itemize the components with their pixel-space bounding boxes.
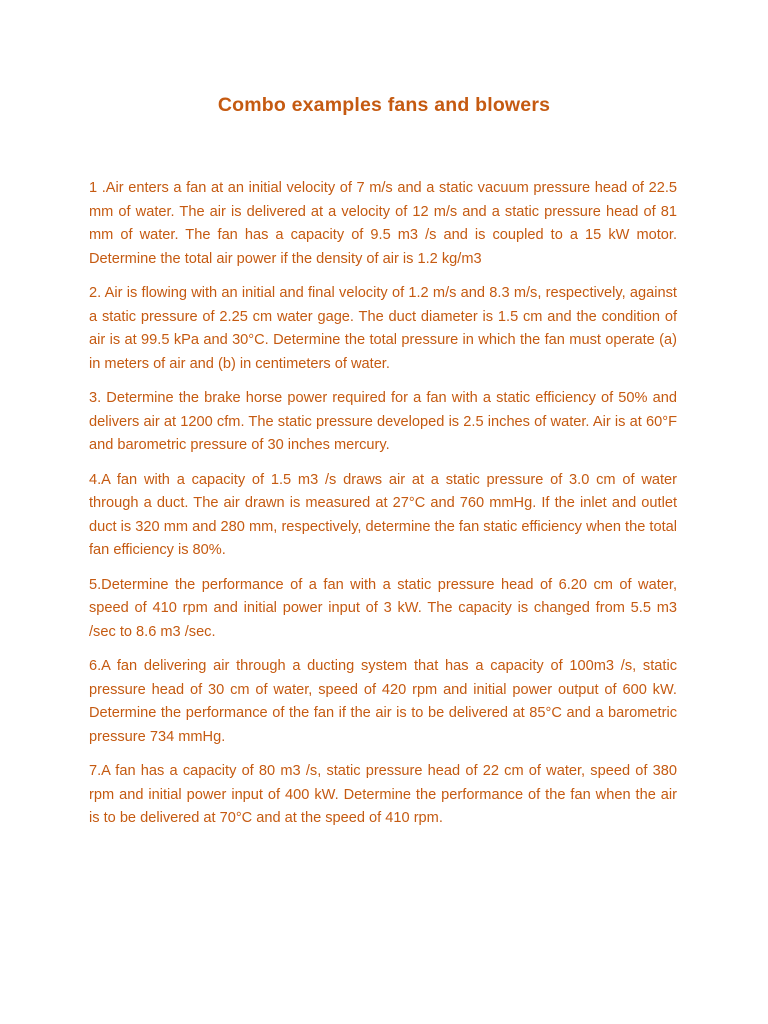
problem-1: 1 .Air enters a fan at an initial velocity of 7 m/s and a static vacuum pressure head of 22.5 mm of water. The air is delivered at a velocity of 12 m/s and a static pressure head of 81 mm of water. The fan has a capacity of 9.5 m3 /s and is coupled to a 15 kW motor. Determine the total air power if the density of air is 1.2 kg/m3 — [89, 180, 677, 267]
problem-6: 6.A fan delivering air through a ducting system that has a capacity of 100m3 /s, static pressure head of 30 cm of water, speed of 420 rpm and initial power output of 600 kW. Determine the performance of the fan if the air is to be delivered at 85°C and a barometric pressure 734 mmHg. — [89, 658, 677, 745]
problem-5: 5.Determine the performance of a fan with a static pressure head of 6.20 cm of water, speed of 410 rpm and initial power input of 3 kW. The capacity is changed from 5.5 m3 /sec to 8.6 m3 /sec. — [89, 576, 677, 640]
problem-list — [89, 177, 677, 842]
problem-3: 3. Determine the brake horse power required for a fan with a static efficiency of 50% and delivers air at 1200 cfm. The static pressure developed is 2.5 inches of water. Air is at 60°F and barometric pressure of 30 inches mercury. — [89, 390, 677, 453]
problem-2: 2. Air is flowing with an initial and final velocity of 1.2 m/s and 8.3 m/s, respectively, against a static pressure of 2.25 cm water gage. The duct diameter is 1.5 cm and the condition of air is at 99.5 kPa and 30°C. Determine the total pressure in which the fan must operate (a) in meters of air and (b) in centimeters of water. — [89, 285, 677, 372]
page-title: Combo examples fans and blowers — [217, 94, 551, 116]
problem-7: 7.A fan has a capacity of 80 m3 /s, static pressure head of 22 cm of water, speed of 380 rpm and initial power input of 400 kW. Determine the performance of the fan when the air is to be delivered at 70°C and at the speed of 410 rpm. — [89, 763, 677, 826]
problem-4: 4.A fan with a capacity of 1.5 m3 /s draws air at a static pressure of 3.0 cm of water through a duct. The air drawn is measured at 27°C and 760 mmHg. If the inlet and outlet duct is 320 mm and 280 mm, respectively, determine the fan static efficiency when the total fan efficiency is 80%. — [89, 471, 677, 558]
